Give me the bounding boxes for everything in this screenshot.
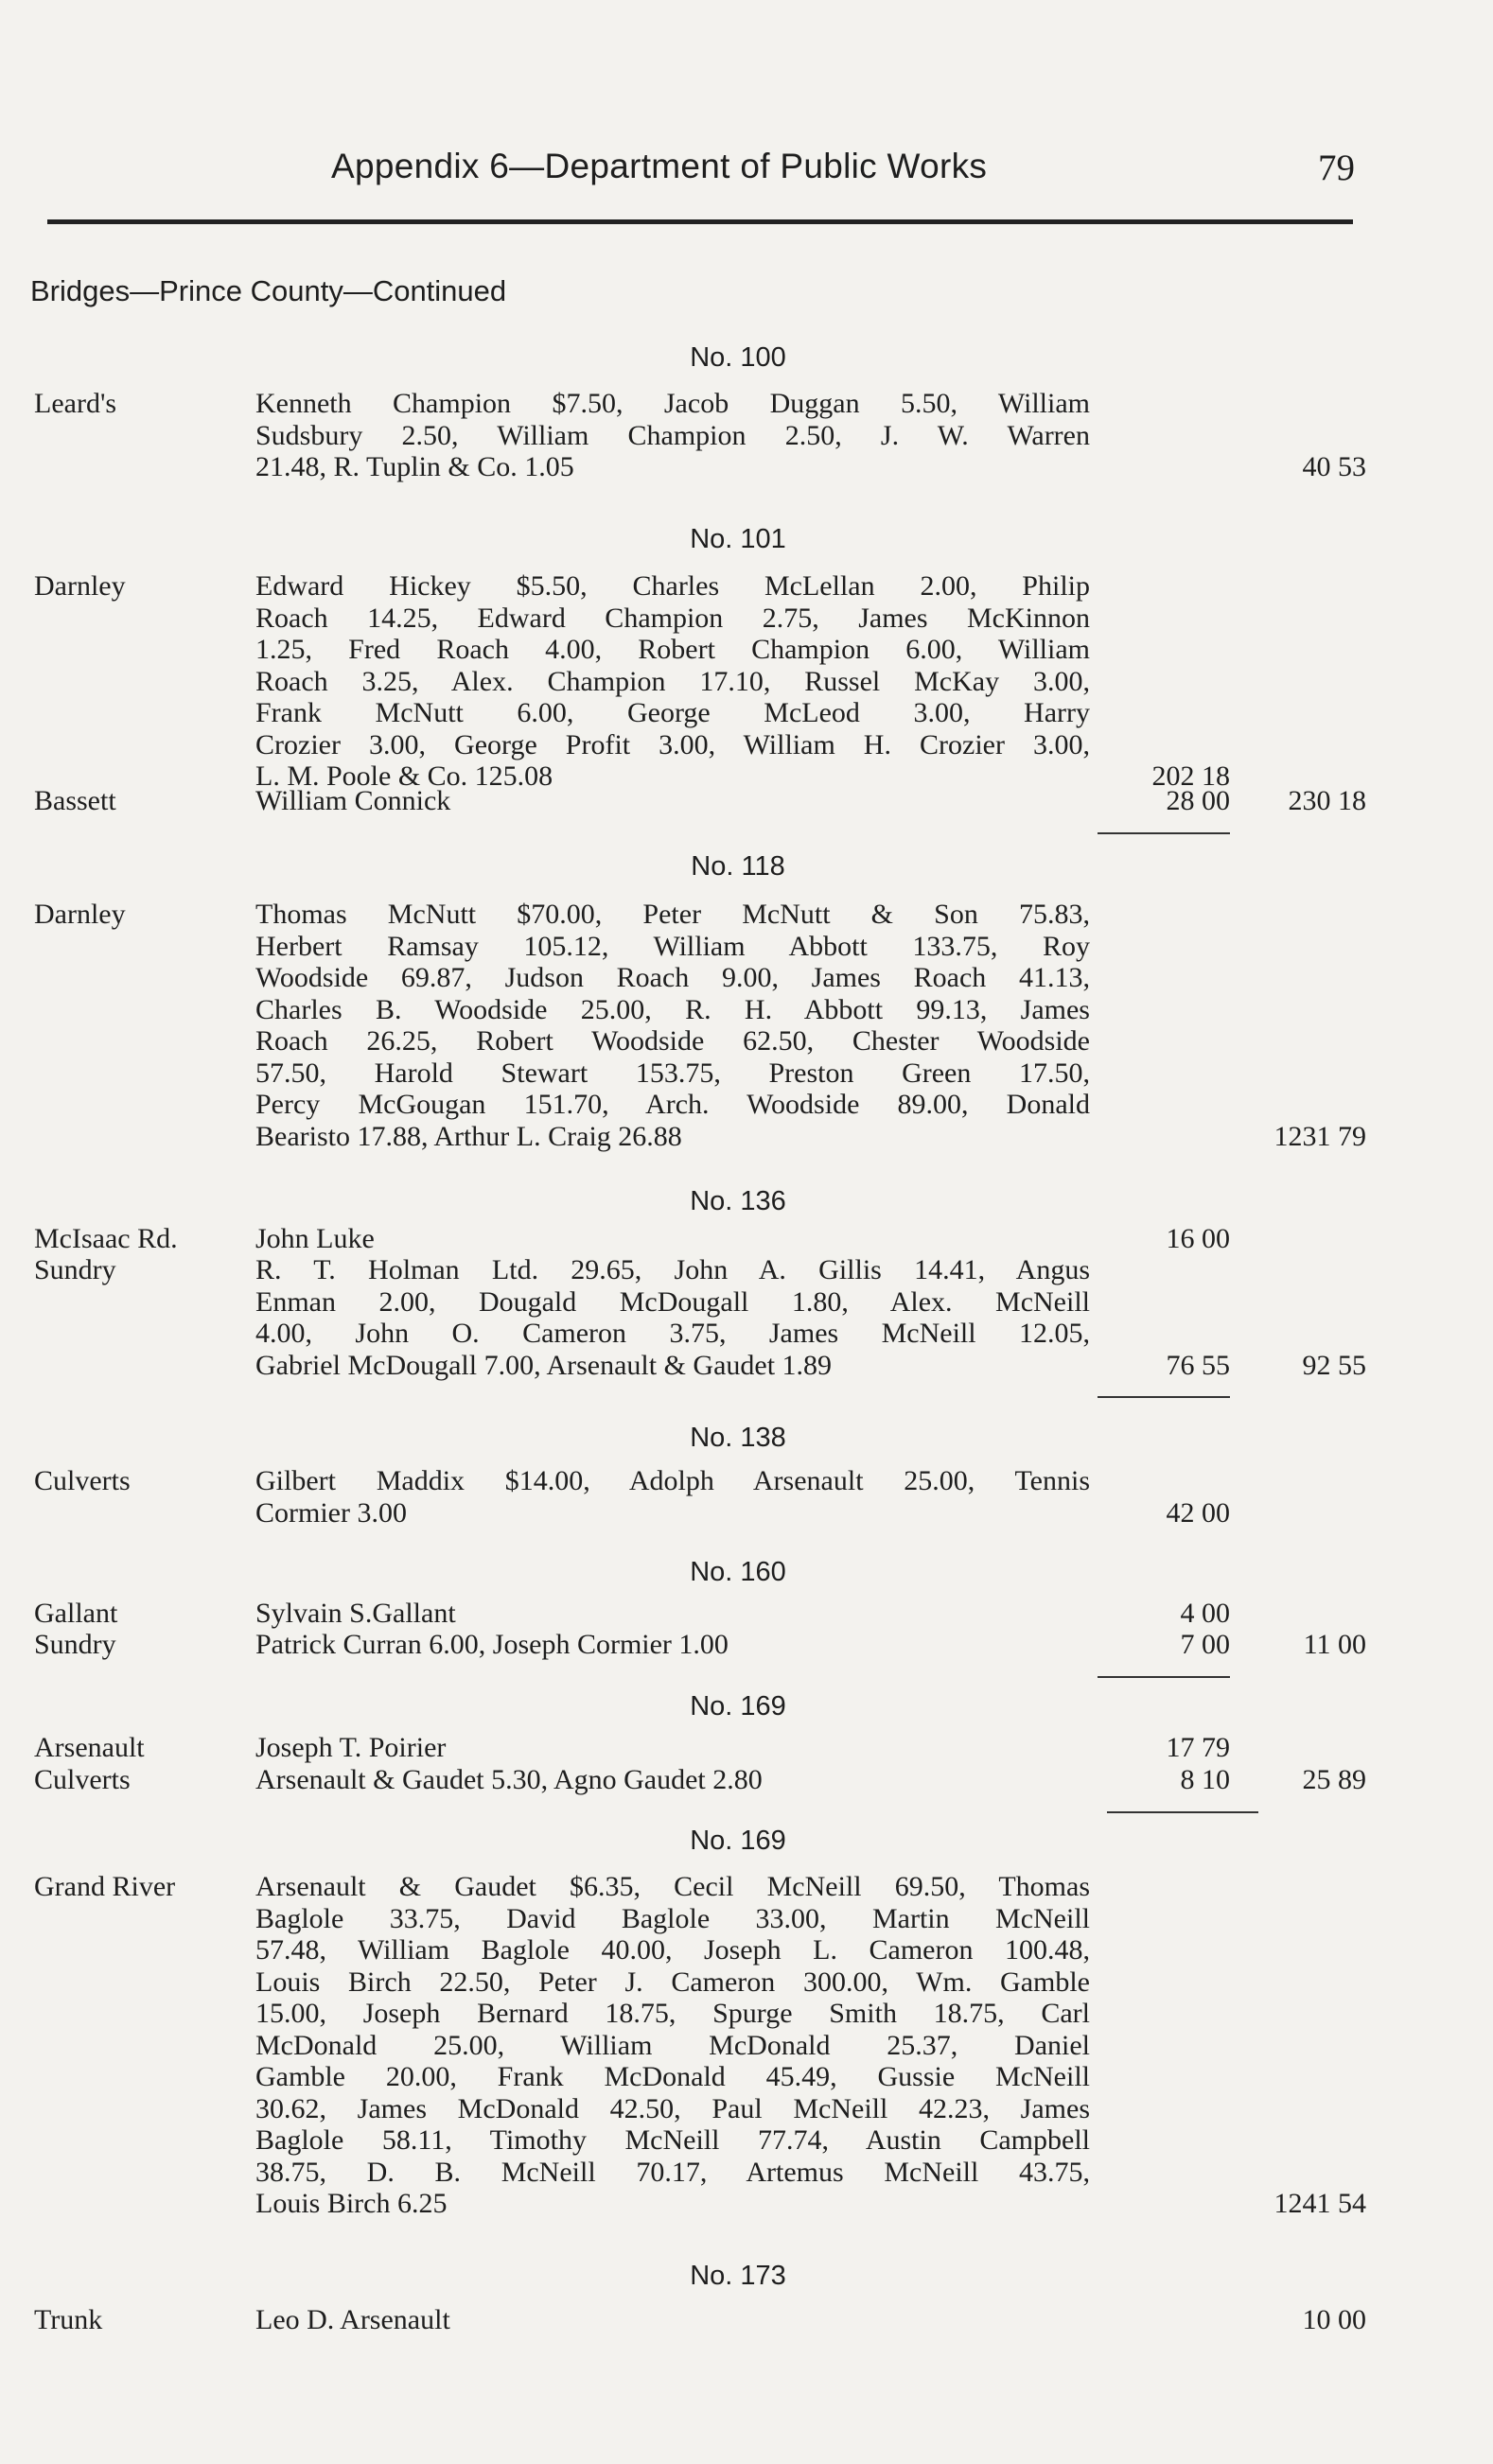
entry-total: 1231 79: [1273, 1120, 1366, 1152]
entry-line: Percy McGougan 151.70, Arch. Woodside 89.00, Donald: [255, 1089, 1090, 1120]
section-title: Bridges—Prince County—Continued: [30, 274, 507, 307]
entry-line: Edward Hickey $5.50, Charles McLellan 2.00, Philip: [255, 570, 1090, 602]
entry-total: 230 18: [1288, 785, 1366, 816]
entry-amount: 202 18: [1151, 760, 1230, 792]
entry-line: 1.25, Fred Roach 4.00, Robert Champion 6.00, William: [255, 634, 1090, 665]
entry-line: Herbert Ramsay 105.12, William Abbott 133.75, Roy: [255, 930, 1090, 962]
entry-location: Trunk: [34, 2304, 103, 2335]
entry-line: 57.48, William Baglole 40.00, Joseph L. Cameron 100.48,: [255, 1934, 1090, 1966]
entry-line: William Connick: [255, 785, 451, 816]
entry-amount: 16 00: [1166, 1223, 1230, 1254]
entry-line: Patrick Curran 6.00, Joseph Cormier 1.00: [255, 1629, 729, 1660]
entry-description: [255, 1465, 1090, 1529]
entry-line: Frank McNutt 6.00, George McLeod 3.00, Harry: [255, 697, 1090, 728]
entry-line: Kenneth Champion $7.50, Jacob Duggan 5.50, William: [255, 388, 1090, 419]
bridge-number: No. 160: [690, 1557, 786, 1587]
bridge-number: No. 101: [690, 524, 786, 554]
entry-line: Louis Birch 6.25: [255, 2188, 448, 2219]
entry-line: Woodside 69.87, Judson Roach 9.00, James Roach 41.13,: [255, 962, 1090, 993]
entry-line: Thomas McNutt $70.00, Peter McNutt & Son 75.83,: [255, 899, 1090, 930]
entry-location: McIsaac Rd.: [34, 1223, 178, 1254]
entry-amount: 17 79: [1166, 1732, 1230, 1763]
subtotal-rule: [1107, 1811, 1258, 1813]
entry-description: [255, 1254, 1090, 1381]
entry-description: [255, 785, 1090, 817]
entry-location: Gallant: [34, 1598, 118, 1629]
entry-line: Arsenault & Gaudet $6.35, Cecil McNeill 69.50, Thomas: [255, 1871, 1090, 1902]
entry-line: Gamble 20.00, Frank McDonald 45.49, Gussie McNeill: [255, 2061, 1090, 2092]
entry-description: [255, 899, 1090, 1152]
entry-description: [255, 1598, 1090, 1630]
entry-line: Louis Birch 22.50, Peter J. Cameron 300.00, Wm. Gamble: [255, 1966, 1090, 1998]
page-number: 79: [1318, 148, 1355, 188]
entry-location: Darnley: [34, 899, 126, 930]
entry-location: Culverts: [34, 1465, 131, 1496]
entry-total: 10 00: [1302, 2304, 1366, 2335]
entry-line: 57.50, Harold Stewart 153.75, Preston Green 17.50,: [255, 1057, 1090, 1089]
entry-amount: 4 00: [1180, 1598, 1230, 1629]
entry-line: Enman 2.00, Dougald McDougall 1.80, Alex. McNeill: [255, 1285, 1090, 1318]
entry-location: Sundry: [34, 1629, 116, 1660]
entry-total: 40 53: [1302, 451, 1366, 482]
page-header-title: Appendix 6—Department of Public Works: [331, 147, 988, 185]
entry-line: L. M. Poole & Co. 125.08: [255, 760, 553, 792]
entry-line: 30.62, James McDonald 42.50, Paul McNeill 42.23, James: [255, 2092, 1090, 2124]
entry-amount: 7 00: [1180, 1629, 1230, 1660]
entry-total: 92 55: [1302, 1349, 1366, 1381]
bridge-number: No. 136: [690, 1186, 786, 1216]
entry-description: [255, 1764, 1090, 1796]
entry-line: Leo D. Arsenault: [255, 2304, 450, 2335]
entry-location: Bassett: [34, 785, 116, 816]
entry-line: 38.75, D. B. McNeill 70.17, Artemus McNeill 43.75,: [255, 2156, 1090, 2188]
bridge-number: No. 173: [690, 2261, 786, 2291]
entry-line: Sudsbury 2.50, William Champion 2.50, J. W. Warren: [255, 419, 1090, 451]
entry-line: Baglole 58.11, Timothy McNeill 77.74, Austin Campbell: [255, 2124, 1090, 2156]
entry-line: Charles B. Woodside 25.00, R. H. Abbott 99.13, James: [255, 993, 1090, 1025]
entry-line: Baglole 33.75, David Baglole 33.00, Martin McNeill: [255, 1902, 1090, 1934]
bridge-number: No. 138: [690, 1423, 786, 1453]
entry-amount: 8 10: [1180, 1764, 1230, 1795]
entry-total: 11 00: [1303, 1629, 1366, 1660]
entry-location: Culverts: [34, 1764, 131, 1795]
bridge-number: No. 118: [691, 851, 785, 882]
entry-amount: 42 00: [1166, 1496, 1230, 1529]
subtotal-rule: [1098, 1676, 1230, 1678]
entry-total: 25 89: [1302, 1764, 1366, 1795]
entry-line: Roach 14.25, Edward Champion 2.75, James McKinnon: [255, 602, 1090, 634]
entry-description: [255, 2304, 1090, 2336]
entry-line: McDonald 25.00, William McDonald 25.37, Daniel: [255, 2029, 1090, 2061]
entry-description: [255, 388, 1090, 483]
bridge-number: No. 169: [690, 1691, 786, 1721]
entry-line: Crozier 3.00, George Profit 3.00, William H. Crozier 3.00,: [255, 728, 1090, 760]
entry-line: 21.48, R. Tuplin & Co. 1.05: [255, 451, 574, 482]
entry-line: Arsenault & Gaudet 5.30, Agno Gaudet 2.80: [255, 1764, 763, 1795]
subtotal-rule: [1098, 832, 1230, 834]
entry-location: Sundry: [34, 1254, 116, 1285]
entry-line: 4.00, John O. Cameron 3.75, James McNeill 12.05,: [255, 1318, 1090, 1349]
entry-location: Arsenault: [34, 1732, 145, 1763]
entry-line: Sylvain S.Gallant: [255, 1598, 456, 1629]
bridge-number: No. 100: [690, 342, 786, 373]
entry-line: Roach 26.25, Robert Woodside 62.50, Chester Woodside: [255, 1025, 1090, 1057]
entry-line: R. T. Holman Ltd. 29.65, John A. Gillis 14.41, Angus: [255, 1254, 1090, 1285]
header-rule: [47, 219, 1353, 224]
entry-line: Gilbert Maddix $14.00, Adolph Arsenault 25.00, Tennis: [255, 1465, 1090, 1496]
entry-description: [255, 1629, 1090, 1661]
entry-line: Bearisto 17.88, Arthur L. Craig 26.88: [255, 1120, 682, 1152]
entry-line: John Luke: [255, 1223, 375, 1254]
entry-line: Joseph T. Poirier: [255, 1732, 447, 1763]
entry-amount: 28 00: [1166, 785, 1230, 816]
entry-description: [255, 570, 1090, 793]
entry-location: Leard's: [34, 388, 117, 419]
entry-location: Grand River: [34, 1871, 176, 1902]
subtotal-rule: [1098, 1396, 1230, 1398]
entry-line: Gabriel McDougall 7.00, Arsenault & Gaudet 1.89: [255, 1349, 833, 1381]
entry-line: Cormier 3.00: [255, 1496, 407, 1529]
entry-amount: 76 55: [1166, 1349, 1230, 1381]
entry-description: [255, 1223, 1090, 1255]
entry-location: Darnley: [34, 570, 126, 602]
entry-line: 15.00, Joseph Bernard 18.75, Spurge Smith 18.75, Carl: [255, 1998, 1090, 2029]
entry-line: Roach 3.25, Alex. Champion 17.10, Russel McKay 3.00,: [255, 665, 1090, 697]
bridge-number: No. 169: [690, 1826, 786, 1856]
entry-description: [255, 1871, 1090, 2220]
entry-total: 1241 54: [1273, 2188, 1366, 2219]
entry-description: [255, 1732, 1090, 1764]
